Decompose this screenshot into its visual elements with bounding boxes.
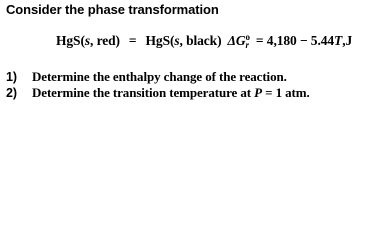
reactant-formula: HgS(s, red)	[56, 33, 120, 48]
product-formula: HgS(s, black)	[145, 33, 222, 48]
question-list	[6, 69, 310, 101]
gibbs-energy-symbol: ΔG o r	[227, 31, 250, 50]
reaction-equation	[56, 33, 352, 49]
question-item	[6, 85, 310, 101]
question-number: 1)	[6, 70, 17, 84]
question-text: Determine the transition temperature at P = 1 atm.	[32, 85, 310, 100]
problem-statement	[0, 0, 378, 104]
question-number: 2)	[6, 86, 17, 100]
gibbs-energy-expression: = 4,180 − 5.44T,J	[255, 33, 353, 48]
question-item	[6, 69, 310, 85]
question-text: Determine the enthalpy change of the reaction.	[32, 69, 287, 84]
intro-text: Consider the phase transformation	[6, 2, 219, 17]
equals-sign: =	[128, 33, 137, 48]
